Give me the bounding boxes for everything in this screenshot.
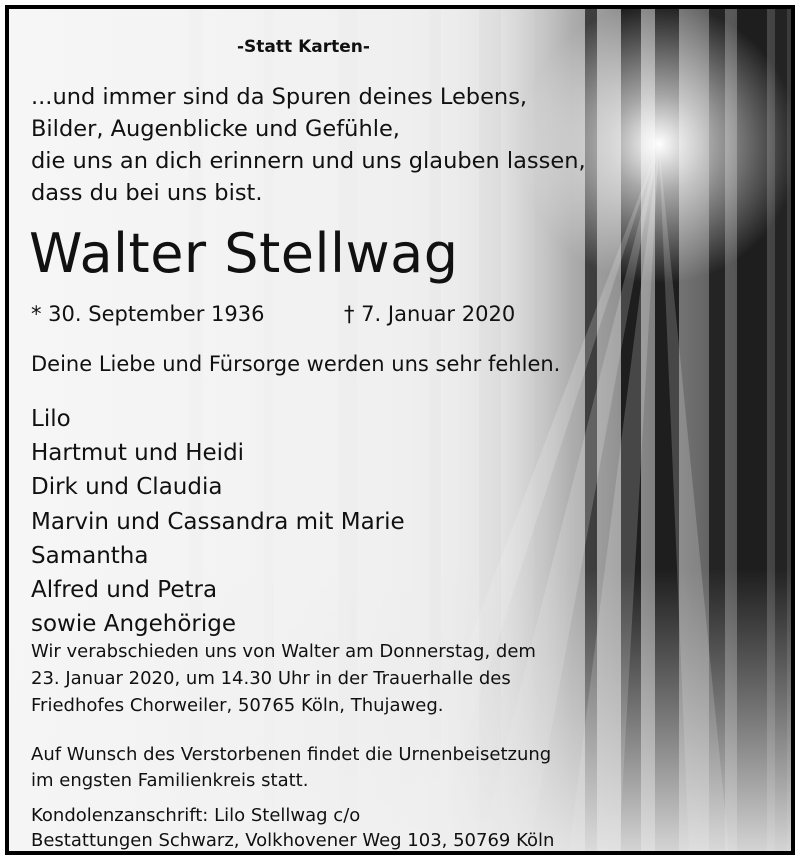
family-member: Hartmut und Heidi (31, 440, 245, 467)
message: Deine Liebe und Fürsorge werden uns sehr fehlen. (31, 352, 561, 376)
farewell-line: 23. Januar 2020, um 14.30 Uhr in der Trauerhalle des (31, 668, 511, 689)
condolence-line: Kondolenzanschrift: Lilo Stellwag c/o (31, 805, 361, 826)
farewell-line: Friedhofes Chorweiler, 50765 Köln, Thujaweg. (31, 695, 444, 716)
family-member: Lilo (31, 406, 71, 432)
family-member: Marvin und Cassandra mit Marie (31, 508, 405, 535)
family-list (31, 402, 405, 641)
condolence-line: Bestattungen Schwarz, Volkhovener Weg 103, 50769 Köln (31, 830, 555, 851)
poem-line: Bilder, Augenblicke und Gefühle, (31, 116, 400, 142)
poem-line: ...und immer sind da Spuren deines Lebens, (31, 84, 528, 110)
deceased-name: Walter Stellwag (29, 222, 459, 285)
urn-line: Auf Wunsch des Verstorbenen findet die Urnenbeisetzung (31, 744, 552, 765)
farewell-line: Wir verabschieden uns von Walter am Donnerstag, dem (31, 641, 536, 662)
birth-date: * 30. September 1936 (31, 302, 265, 326)
farewell-paragraph (31, 638, 536, 719)
death-date: † 7. Januar 2020 (344, 302, 516, 326)
poem-line: dass du bei uns bist. (31, 180, 263, 206)
obituary-notice (5, 5, 795, 855)
family-member: Alfred und Petra (31, 577, 218, 604)
statt-karten-label: -Statt Karten- (237, 37, 370, 57)
family-member: Dirk und Claudia (31, 474, 223, 501)
urn-burial-paragraph (31, 742, 551, 794)
poem (31, 81, 586, 209)
urn-line: im engsten Familienkreis statt. (31, 770, 309, 791)
poem-line: die uns an dich erinnern und uns glauben lassen, (31, 148, 586, 174)
family-member: Samantha (31, 542, 149, 569)
family-member: sowie Angehörige (31, 611, 237, 638)
notice-text (9, 9, 791, 851)
condolence-address (31, 803, 554, 853)
